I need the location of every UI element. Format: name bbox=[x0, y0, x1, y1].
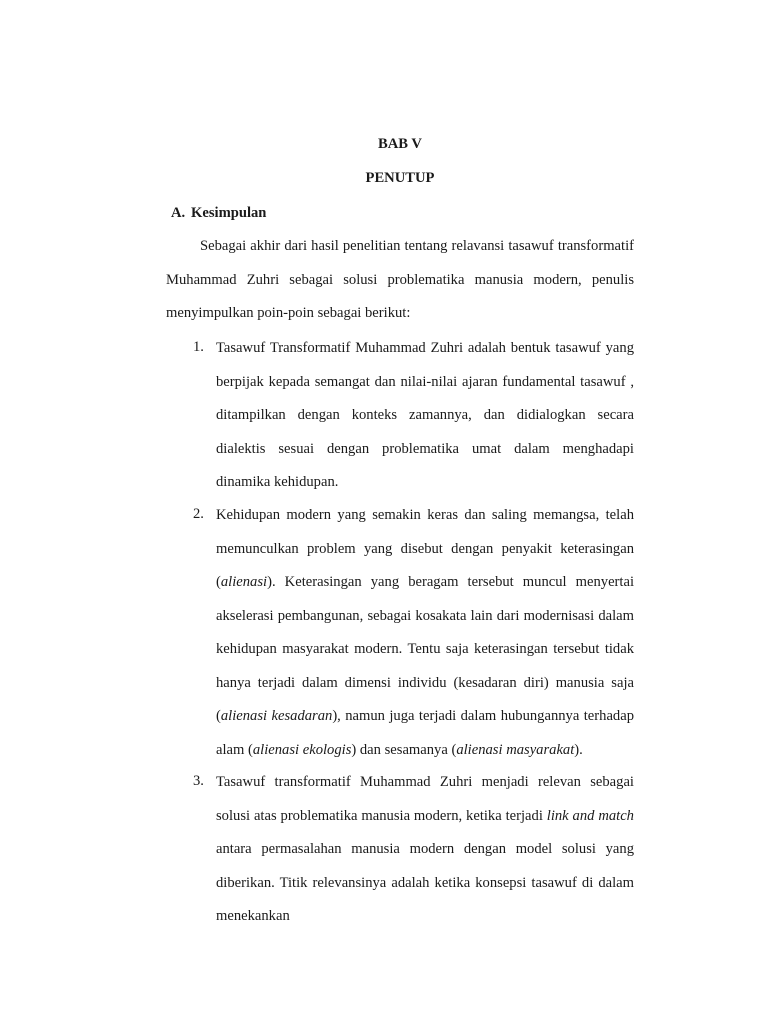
list-item-1-text: Tasawuf Transformatif Muhammad Zuhri adalah bentuk tasawuf yang berpijak kepada semangat dan nilai-nilai ajaran fundamental tasawuf , ditampilkan dengan konteks zamannya, dan didialogkan secara dialektis sesuai dengan problematika umat dalam menghadapi dinamika kehidupan. bbox=[216, 340, 634, 490]
section-heading bbox=[171, 205, 266, 222]
list-item-text bbox=[216, 766, 634, 934]
list-item-text bbox=[216, 499, 634, 767]
list-item-2-text-d: ) dan sesamanya ( bbox=[351, 741, 457, 758]
list-item-2-text-e: ). bbox=[574, 741, 583, 758]
italic-term: alienasi ekologis bbox=[252, 741, 352, 758]
list-item-number: 2. bbox=[193, 506, 204, 522]
section-title: Kesimpulan bbox=[191, 205, 267, 221]
list-item-number: 1. bbox=[193, 339, 204, 355]
list-item-2-text-a: Kehidupan modern yang semakin keras dan saling memangsa, telah memunculkan problem yang disebut dengan penyakit keterasingan ( bbox=[216, 507, 634, 590]
italic-term: alienasi masyarakat bbox=[456, 741, 575, 758]
list-item-3-text-a: Tasawuf transformatif Muhammad Zuhri menjadi relevan sebagai solusi atas problematika manusia modern, ketika terjadi bbox=[216, 774, 634, 824]
chapter-title: PENUTUP bbox=[365, 170, 435, 186]
section-letter: A. bbox=[171, 205, 186, 221]
list-item-3-text-b: antara permasalahan manusia modern dengan model solusi yang diberikan. Titik relevansinya adalah ketika konsepsi tasawuf di dalam menekankan bbox=[216, 841, 634, 924]
list-item-2-text-c: ), namun juga terjadi dalam hubungannya terhadap alam ( bbox=[216, 708, 634, 758]
intro-text: Sebagai akhir dari hasil penelitian tentang relavansi tasawuf transformatif Muhammad Zuhri sebagai solusi problematika manusia modern, penulis menyimpulkan poin-poin sebagai berikut: bbox=[166, 238, 634, 321]
italic-term: link and match bbox=[546, 807, 634, 824]
chapter-number: BAB V bbox=[378, 136, 422, 152]
list-item-text bbox=[216, 332, 634, 500]
italic-term: alienasi kesadaran bbox=[220, 708, 333, 724]
list-item-2-text-b: ). Keterasingan yang beragam tersebut muncul menyertai akselerasi pembangunan, sebagai kosakata lain dari modernisasi dalam kehidupan masyarakat modern. Tentu saja keterasingan tersebut tidak hanya terjadi dalam dimensi individu (kesadaran diri) manusia saja ( bbox=[216, 574, 634, 724]
list-item-number: 3. bbox=[193, 773, 204, 789]
italic-term: alienasi bbox=[220, 574, 268, 590]
intro-paragraph bbox=[166, 230, 634, 331]
